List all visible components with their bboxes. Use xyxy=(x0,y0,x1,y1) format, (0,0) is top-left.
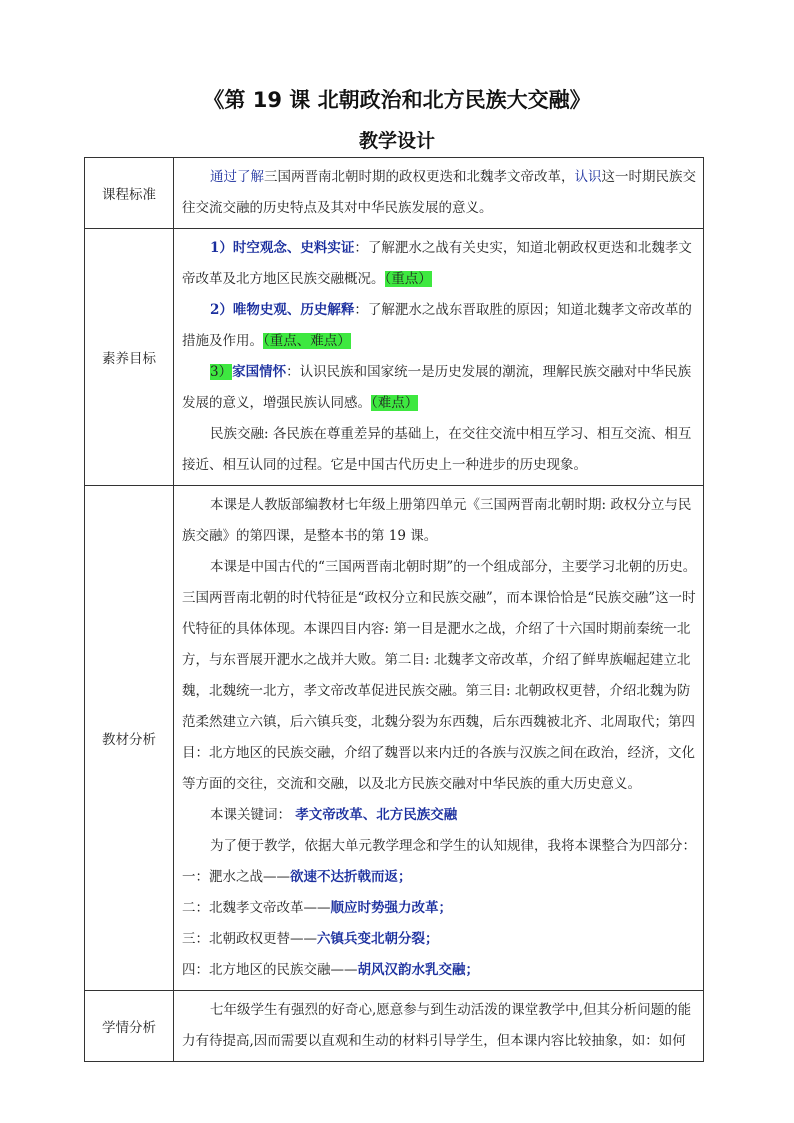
row-student-analysis xyxy=(85,991,704,1062)
goal-3 xyxy=(182,357,697,419)
goal-2-text: ：了解淝水之战东晋取胜的原因；知道北魏孝文帝改革的措施及作用。 xyxy=(182,302,692,349)
goal-3-num: 3） xyxy=(210,364,233,380)
curriculum-text-2: 这一时期民族交往交流交融的历史特点及其对中华民族发展的意义。 xyxy=(182,169,696,216)
row-curriculum-standard xyxy=(85,158,704,229)
goal-3-text: ：认识民族和国家统一是历史发展的潮流，理解民族交融对中华民族发展的意义，增强民族认同感。 xyxy=(182,364,692,411)
analysis-para-2: 本课是中国古代的“三国两晋南北朝时期”的一个组成部分，主要学习北朝的历史。三国两晋南北朝的时代特征是“政权分立和民族交融”，而本课恰恰是“民族交融”这一时代特征的具体体现。本课四目内容: 第一目是淝水之战，介绍了十六国时期前秦统一北方，与东晋展开淝水之战并大败。第二目: 北魏孝文帝改革，介绍了鲜卑族崛起建立北魏，北魏统一北方，孝文帝改革促进民族交融。第三目: 北朝政权更替，介绍北魏为防范柔然建立六镇，后六镇兵变，北魏分裂为东西魏，后东西魏被北齐、北周取代；第四目：北方地区的民族交融，介绍了魏晋以来内迁的各族与汉族之间在政治，经济，文化等方面的交往，交流和交融，以及北方民族交融对中华民族的重大历史意义。 xyxy=(182,559,697,792)
part-4-label: 四：北方地区的民族交融—— xyxy=(182,962,358,978)
part-1-value: 欲速不达折戟而返； xyxy=(290,869,412,885)
curriculum-text-1: 三国两晋南北朝时期的政权更迭和北魏孝文帝改革， xyxy=(264,169,575,185)
part-3-label: 三：北朝政权更替—— xyxy=(182,931,317,947)
goal-2-tag: （重点、难点） xyxy=(263,333,351,349)
keywords-label: 本课关键词： xyxy=(210,807,291,823)
goal-2 xyxy=(182,295,697,357)
textbook-analysis-cell xyxy=(174,486,704,991)
document-subtitle: 教学设计 xyxy=(358,130,435,152)
part-4-value: 胡风汉韵水乳交融； xyxy=(357,962,479,978)
keyword-renshi: 认识 xyxy=(574,169,602,185)
analysis-para-4: 为了便于教学，依据大单元教学理念和学生的认知规律，我将本课整合为四部分： xyxy=(210,838,696,854)
part-4 xyxy=(182,955,697,986)
row-literacy-goals xyxy=(85,229,704,486)
student-analysis-cell xyxy=(174,991,704,1062)
goal-1-tag: （重点） xyxy=(384,271,432,287)
goal-3-head: 家国情怀 xyxy=(232,364,287,380)
curriculum-standard-cell xyxy=(174,158,704,229)
goal-2-head: 2）唯物史观、历史解释 xyxy=(210,302,355,318)
keywords-value: 孝文帝改革、北方民族交融 xyxy=(295,807,458,823)
goal-1 xyxy=(182,233,697,295)
row-label-textbook-analysis: 教材分析 xyxy=(85,486,174,991)
part-3-value: 六镇兵变北朝分裂； xyxy=(317,931,439,947)
literacy-goals-cell xyxy=(174,229,704,486)
goal-1-text: ：了解淝水之战有关史实，知道北朝政权更迭和北魏孝文帝改革及北方地区民族交融概况。 xyxy=(182,240,692,287)
keyword-tongguo: 通过了解 xyxy=(210,169,264,185)
analysis-para-1: 本课是人教版部编教材七年级上册第四单元《三国两晋南北朝时期: 政权分立与民族交融》的第四课，是整本书的第 19 课。 xyxy=(182,497,692,544)
part-2 xyxy=(182,893,697,924)
goal-1-head: 1）时空观念、史料实证 xyxy=(210,240,355,256)
part-3 xyxy=(182,924,697,955)
row-label-student-analysis: 学情分析 xyxy=(85,991,174,1062)
row-textbook-analysis xyxy=(85,486,704,991)
row-label-literacy-goals: 素养目标 xyxy=(85,229,174,486)
goal-4: 民族交融: 各民族在尊重差异的基础上，在交往交流中相互学习、相互交流、相互接近、相互认同的过程。它是中国古代历史上一种进步的历史现象。 xyxy=(182,426,692,473)
part-2-label: 二：北魏孝文帝改革—— xyxy=(182,900,331,916)
row-label-curriculum-standard: 课程标准 xyxy=(85,158,174,229)
student-analysis-text: 七年级学生有强烈的好奇心,愿意参与到生动活泼的课堂教学中,但其分析问题的能力有待提高,因而需要以直观和生动的材料引导学生，但本课内容比较抽象，如：如何 xyxy=(182,1002,692,1049)
document-title: 《第 19 课 北朝政治和北方民族大交融》 xyxy=(203,88,591,112)
part-1-label: 一：淝水之战—— xyxy=(182,869,290,885)
part-2-value: 顺应时势强力改革； xyxy=(330,900,452,916)
goal-3-tag: （难点） xyxy=(371,395,419,411)
lesson-plan-table xyxy=(84,157,704,1062)
keywords-line xyxy=(182,800,697,831)
part-1 xyxy=(182,862,697,893)
curriculum-standard-text xyxy=(182,162,697,224)
